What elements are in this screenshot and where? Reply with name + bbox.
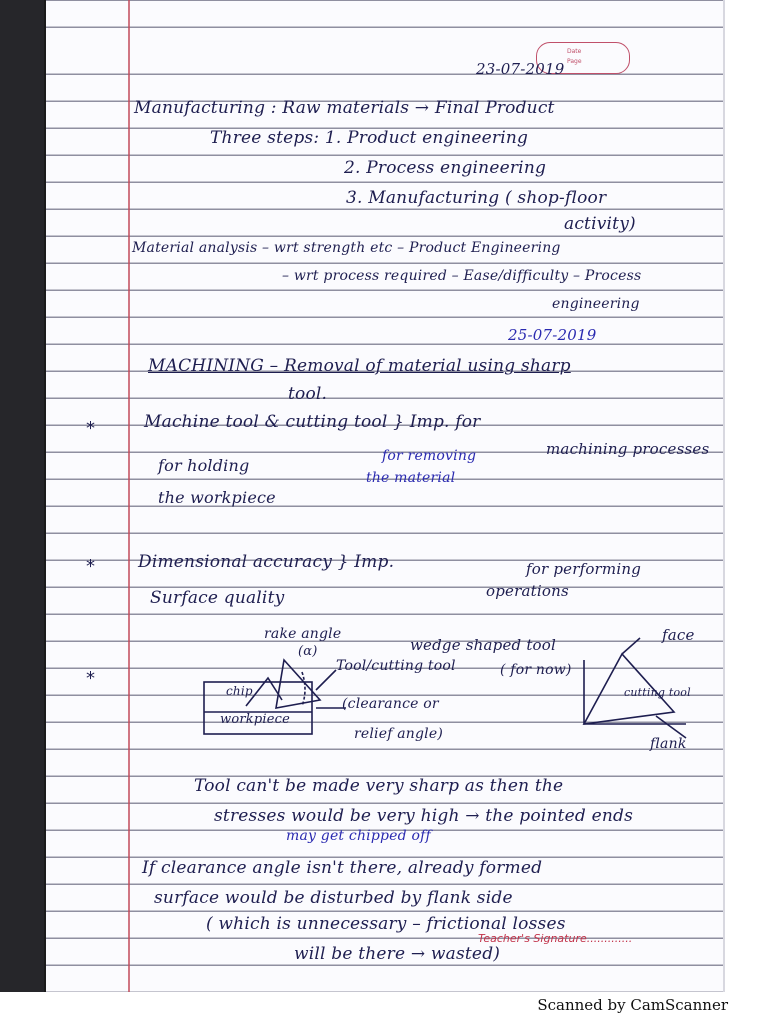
flank-pointer (656, 716, 686, 738)
notebook-page (46, 0, 723, 992)
note-line: the workpiece (158, 488, 276, 507)
diagram-label: Tool/cutting tool (336, 658, 456, 674)
note-line: 2. Process engineering (344, 158, 547, 178)
note-line: activity) (564, 214, 636, 234)
diagram-label: relief angle) (354, 726, 443, 742)
note-line: operations (486, 582, 569, 600)
section-title: MACHINING – Removal of material using sharp (148, 356, 571, 376)
note-line: If clearance angle isn't there, already formed (142, 858, 543, 878)
date-heading: 23-07-2019 (476, 60, 565, 78)
note-line: Tool can't be made very sharp as then the (194, 776, 564, 796)
asterisk-bullet: * (86, 418, 95, 439)
note-line: the material (366, 470, 456, 486)
note-line: will be there → wasted) (294, 944, 501, 964)
note-line: Manufacturing : Raw materials → Final Product (134, 98, 555, 118)
asterisk-bullet: * (86, 556, 95, 577)
diagram-label: face (662, 626, 695, 644)
note-line: 3. Manufacturing ( shop-floor (346, 188, 607, 208)
scan-edge (0, 0, 46, 992)
rake-angle-arc (302, 672, 305, 706)
diagram-label: (clearance or (342, 696, 439, 712)
page-margin-line (128, 0, 130, 992)
tool-pointer (316, 670, 336, 690)
note-line: Three steps: 1. Product engineering (210, 128, 529, 148)
date-heading: 25-07-2019 (508, 326, 597, 344)
note-line: stresses would be very high → the pointed ends (214, 806, 633, 826)
diagram-label: rake angle (264, 626, 342, 642)
note-line: may get chipped off (286, 828, 431, 844)
diagram-label: (α) (298, 644, 318, 659)
diagram-label: flank (650, 736, 687, 752)
tool-wedge (276, 660, 320, 708)
note-line: Surface quality (150, 588, 285, 608)
note-line: engineering (552, 296, 640, 312)
teacher-signature-label: Teacher's Signature............. (478, 932, 633, 945)
note-line: machining processes (546, 440, 710, 458)
diagram-label: chip (226, 684, 253, 698)
diagram-label: ( for now) (500, 662, 572, 678)
note-line: for removing (382, 448, 477, 464)
diagram-label: workpiece (220, 712, 290, 727)
note-line: ( which is unnecessary – frictional losses (206, 914, 566, 934)
note-line: Dimensional accuracy } Imp. (138, 552, 395, 572)
note-line: Material analysis – wrt strength etc – Product Engineering (132, 240, 561, 256)
note-line: for holding (158, 456, 250, 475)
note-line: Machine tool & cutting tool } Imp. for (144, 412, 481, 432)
note-line: – wrt process required – Ease/difficulty – Process (282, 268, 642, 284)
asterisk-bullet: * (86, 668, 95, 689)
scanner-watermark: Scanned by CamScanner (537, 996, 728, 1014)
note-line: surface would be disturbed by flank side (154, 888, 513, 908)
diagram-label: cutting tool (624, 686, 691, 699)
note-line: for performing (526, 560, 642, 578)
date-page-stamp: Date Page (536, 42, 630, 74)
note-line: tool. (288, 384, 328, 404)
face-pointer (622, 638, 640, 654)
diagram-label: wedge shaped tool (410, 636, 557, 654)
